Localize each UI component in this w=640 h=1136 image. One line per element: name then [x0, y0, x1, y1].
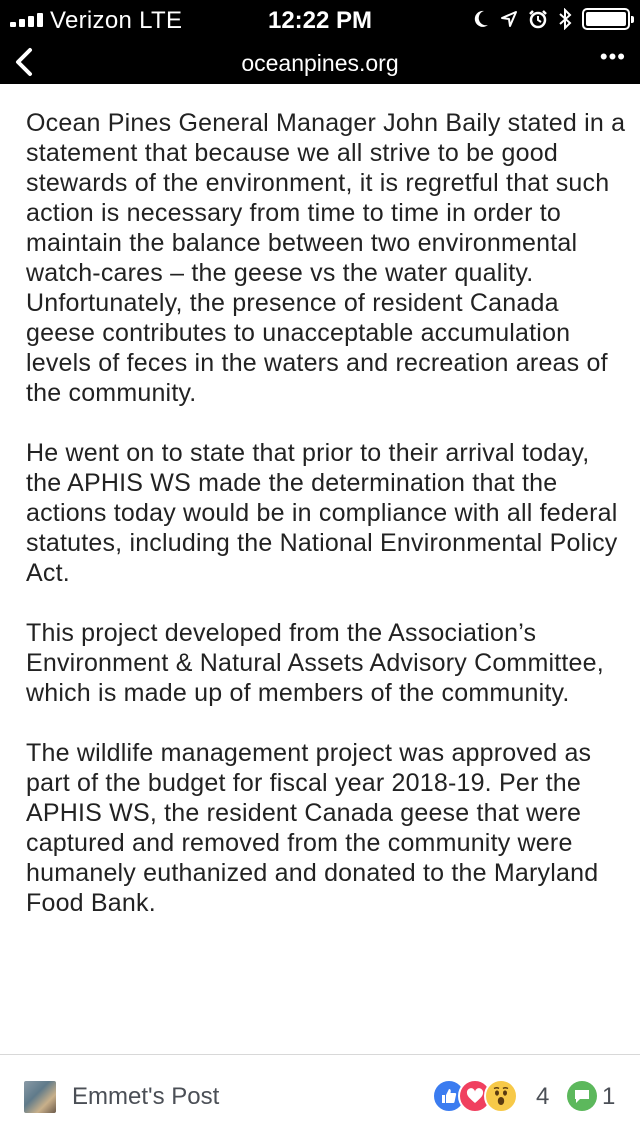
page-url[interactable]: oceanpines.org: [241, 50, 399, 76]
article-paragraph: This project developed from the Association’s Environment & Natural Assets Advisory Committee, which is made up of members of the community.: [26, 619, 604, 707]
status-icons: [472, 8, 630, 30]
avatar[interactable]: [24, 1081, 56, 1113]
location-icon: [500, 10, 518, 28]
comment-count[interactable]: 1: [602, 1083, 616, 1110]
alarm-icon: [528, 9, 548, 29]
wow-icon: [484, 1079, 518, 1113]
status-bar: [0, 0, 640, 40]
bluetooth-icon: [558, 8, 572, 30]
article-body: [26, 108, 626, 1054]
reaction-count[interactable]: 4: [536, 1083, 550, 1110]
clock: 12:22 PM: [267, 7, 373, 34]
moon-icon: [472, 9, 490, 29]
article-paragraph: He went on to state that prior to their arrival today, the APHIS WS made the determination that the actions today would be in compliance with all federal statutes, including the National Environmental Policy Act.: [26, 439, 618, 587]
comment-icon[interactable]: [566, 1080, 598, 1112]
more-options-button[interactable]: •••: [599, 44, 626, 69]
reactions-summary[interactable]: [432, 1079, 532, 1115]
post-footer-bar: [0, 1054, 640, 1136]
post-author-name[interactable]: Emmet's Post: [72, 1083, 220, 1110]
article-paragraph: Ocean Pines General Manager John Baily stated in a statement that because we all strive to be good stewards of the environment, it is regretful that such action is necessary from time to time in order to maintain the balance between two environmental watch-cares – the geese vs the water quality. Unfortunately, the presence of resident Canada geese contributes to unacceptable accumulation levels of feces in the waters and recreation areas of the community.: [26, 109, 626, 407]
browser-nav-bar: [0, 40, 640, 84]
top-header: [0, 0, 640, 84]
battery-icon: [582, 8, 630, 30]
article-paragraph: The wildlife management project was approved as part of the budget for fiscal year 2018-19. Per the APHIS WS, the resident Canada geese that were captured and removed from the community were humanely euthanized and donated to the Maryland Food Bank.: [26, 739, 599, 917]
carrier-label: Verizon LTE: [50, 7, 183, 34]
